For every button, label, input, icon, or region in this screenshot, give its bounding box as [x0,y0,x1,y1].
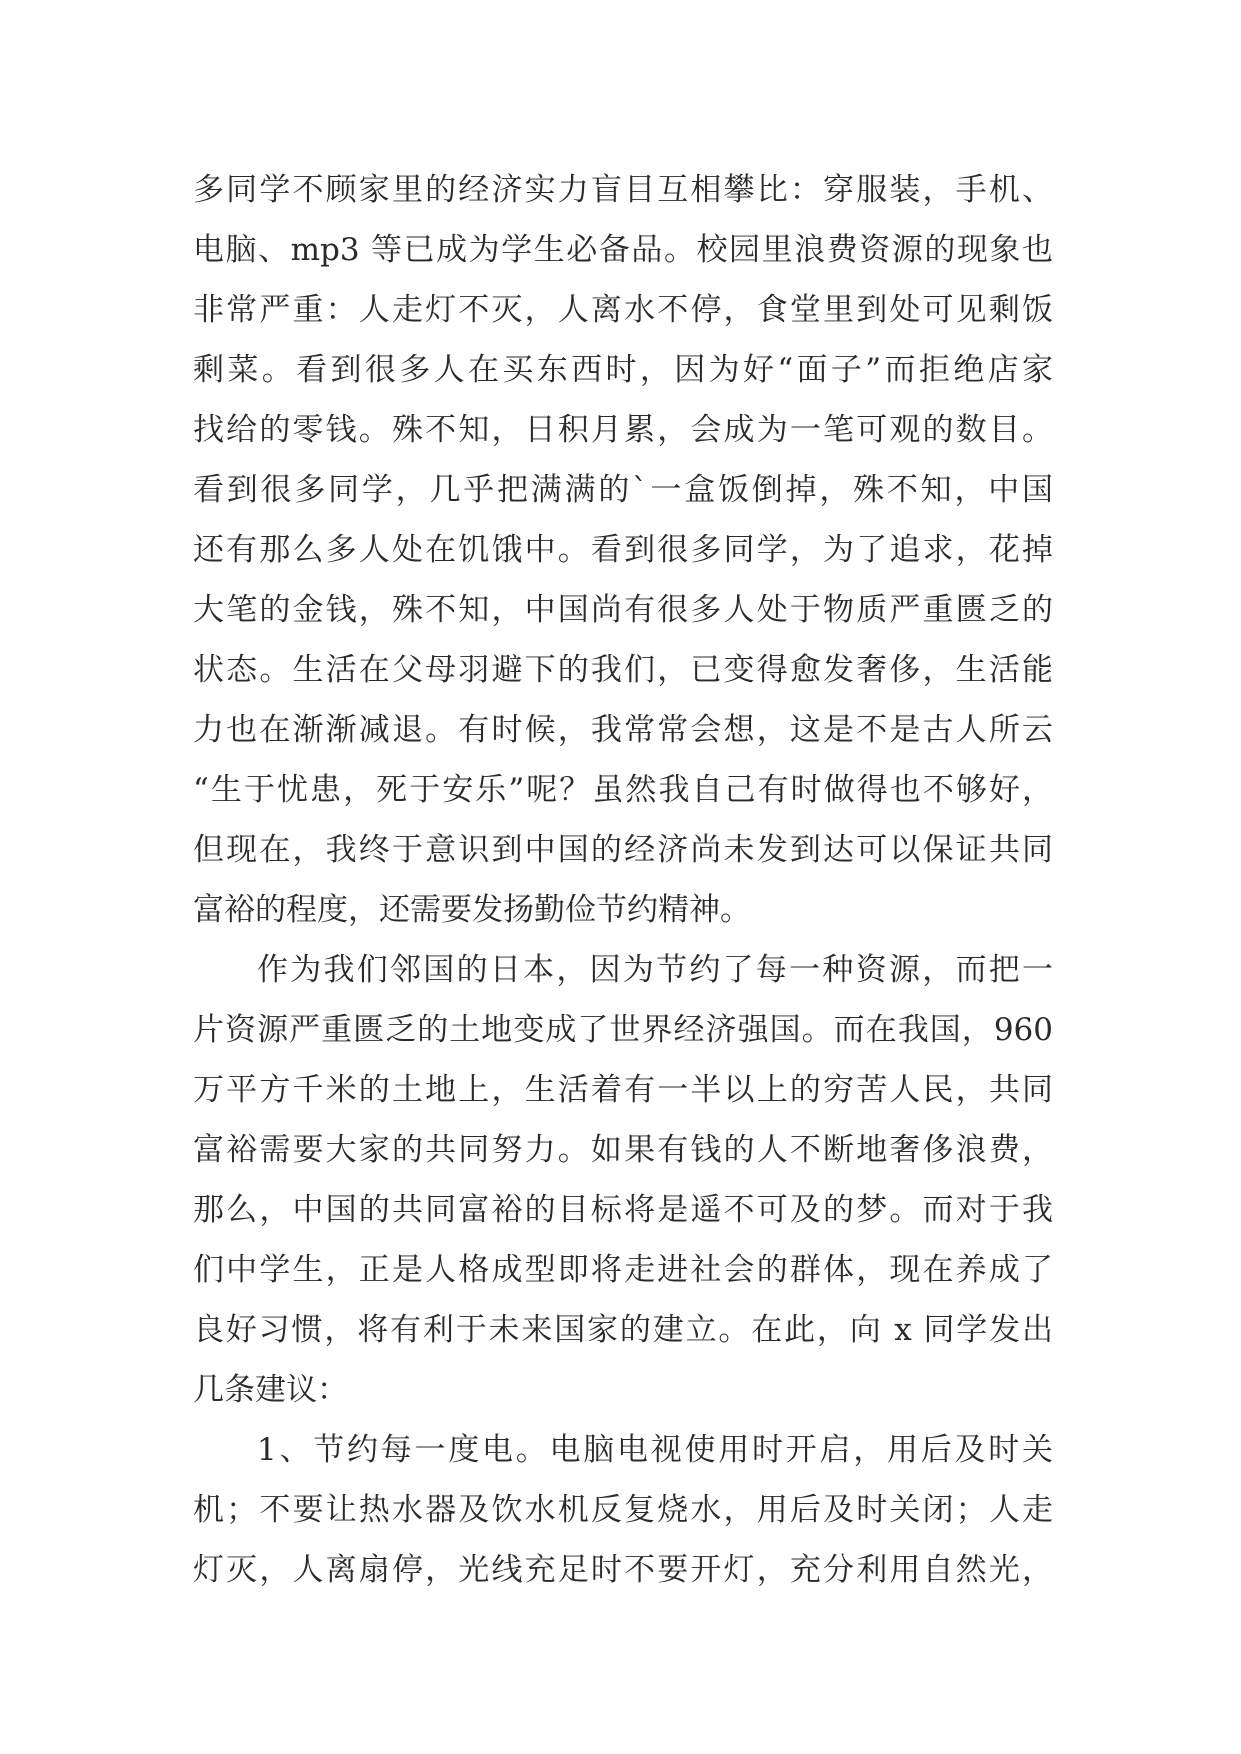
text-line: 找给的零钱。殊不知，日积月累，会成为一笔可观的数目。 [193,412,1053,448]
text-line: 还有那么多人处在饥饿中。看到很多同学，为了追求，花掉 [193,532,1053,568]
text-line: 那么，中国的共同富裕的目标将是遥不可及的梦。而对于我 [193,1192,1053,1228]
text-line: 富裕的程度，还需要发扬勤俭节约精神。 [193,892,751,928]
text-line: 万平方千米的土地上，生活着有一半以上的穷苦人民，共同 [193,1072,1053,1108]
text-line: 电脑、mp3 等已成为学生必备品。校园里浪费资源的现象也 [193,232,1053,268]
text-line: 1、节约每一度电。电脑电视使用时开启，用后及时关 [257,1432,1053,1468]
paragraph-3 [193,1420,1053,1600]
paragraph-2 [193,940,1053,1420]
text-line: 片资源严重匮乏的土地变成了世界经济强国。而在我国，960 [193,1012,1053,1048]
text-line: 机；不要让热水器及饮水机反复烧水，用后及时关闭；人走 [193,1492,1053,1528]
text-line: 几条建议： [193,1372,348,1408]
text-line: 灯灭，人离扇停，光线充足时不要开灯，充分利用自然光， [193,1552,1053,1588]
text-line: 多同学不顾家里的经济实力盲目互相攀比：穿服装，手机、 [193,172,1053,208]
text-line: 状态。生活在父母羽避下的我们，已变得愈发奢侈，生活能 [193,652,1053,688]
text-line: 们中学生，正是人格成型即将走进社会的群体，现在养成了 [193,1252,1053,1288]
text-line: 大笔的金钱，殊不知，中国尚有很多人处于物质严重匮乏的 [193,592,1053,628]
text-line: “生于忧患，死于安乐”呢？虽然我自己有时做得也不够好， [193,772,1053,808]
text-line: 良好习惯，将有利于未来国家的建立。在此，向 x 同学发出 [193,1312,1053,1348]
text-line: 作为我们邻国的日本，因为节约了每一种资源，而把一 [257,952,1053,988]
text-line: 非常严重：人走灯不灭，人离水不停，食堂里到处可见剩饭 [193,292,1053,328]
text-line: 富裕需要大家的共同努力。如果有钱的人不断地奢侈浪费， [193,1132,1053,1168]
text-line: 力也在渐渐减退。有时候，我常常会想，这是不是古人所云 [193,712,1053,748]
paragraph-1 [193,160,1053,940]
body-text [193,160,1053,1600]
text-line: 但现在，我终于意识到中国的经济尚未发到达可以保证共同 [193,832,1053,868]
text-line: 看到很多同学，几乎把满满的`一盒饭倒掉，殊不知，中国 [193,472,1053,508]
text-line: 剩菜。看到很多人在买东西时，因为好“面子”而拒绝店家 [193,352,1053,388]
